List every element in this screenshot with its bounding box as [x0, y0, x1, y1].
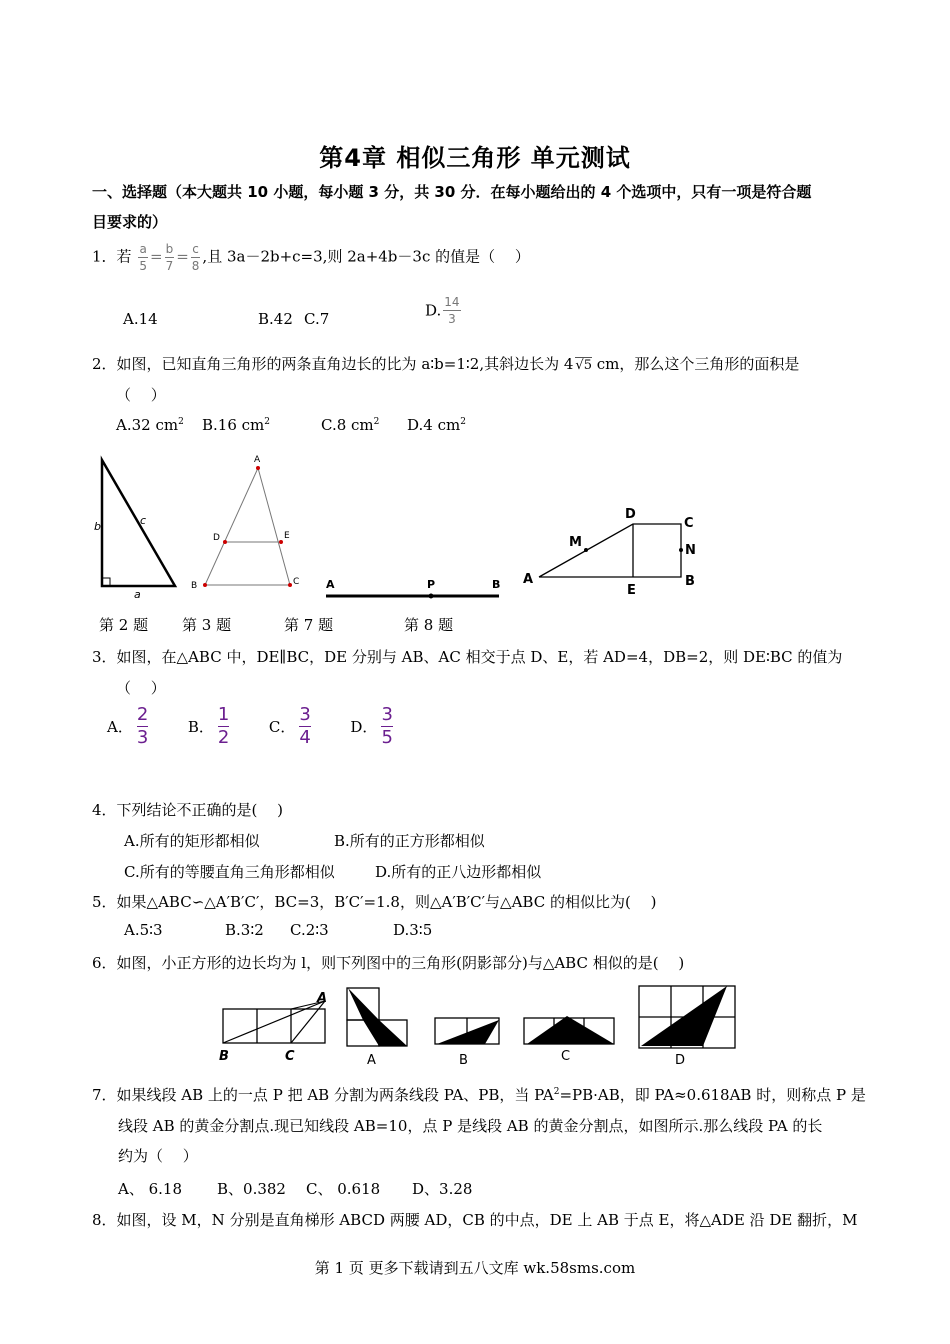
- figure-7-segment: [326, 578, 500, 599]
- fig2-label-b: b: [94, 520, 101, 533]
- fig8-label-M: M: [569, 535, 582, 550]
- page-title: 第4章 相似三角形 单元测试: [319, 144, 631, 172]
- q3-option-a: A．: [107, 718, 133, 736]
- fig2-label-c: c: [140, 514, 147, 527]
- question-1-stem: 1．若 $\frac{a}{5}$ = $\frac{b}{7}$ = $\frac{c}{8}$ ,且 3a－2b+c=3,则 2a+4b－3c 的值是（ ）: [92, 242, 530, 273]
- fig7-label-B: B: [492, 578, 501, 591]
- q6-option-label-C: C: [561, 1049, 571, 1064]
- section-heading-line1: 一、选择题（本大题共 10 小题，每小题 3 分，共 30 分．在每小题给出的 4 个选项中，只有一项是符合题: [92, 183, 812, 201]
- q2-option-d: D.4 $cm^2$: [407, 416, 466, 434]
- q3-options: A． $\frac{2}{3}$ B． $\frac{1}{2}$ C． $\frac{3}{4}$ D． $\frac{3}{5}$: [107, 704, 393, 748]
- q6-option-label-D: D: [675, 1053, 686, 1068]
- q1-option-c: C.7: [304, 310, 330, 328]
- q4-option-d: D.所有的正八边形都相似: [375, 863, 542, 881]
- q1-fraction-c8: $\frac{c}{8}$: [191, 242, 200, 273]
- question-7-line2: 线段 AB 的黄金分割点.现已知线段 AB=10，点 P 是线段 AB 的黄金分割点，如图所示.那么线段 PA 的长: [118, 1117, 823, 1135]
- q6-option-b-grid: [435, 1018, 499, 1068]
- figure-3-triangle-de: [191, 455, 299, 591]
- fig8-label-D: D: [625, 507, 636, 522]
- question-3-paren: （ ）: [116, 679, 166, 697]
- q6-reference-grid: [219, 991, 327, 1064]
- question-7-line1: 7．如果线段 AB 上的一点 P 把 AB 分割为两条线段 PA、PB，当 $PA^2=PB\cdot AB$，即 PA≈0.618AB 时，则称点 P 是: [92, 1086, 866, 1104]
- section-heading-line2: 目要求的）: [92, 213, 168, 231]
- q4-option-a: A.所有的矩形都相似: [124, 832, 260, 850]
- q1-fraction-a5: $\frac{a}{5}$: [139, 242, 147, 273]
- q3-option-d: D．: [350, 718, 378, 736]
- q2-option-a: A.32 $cm^2$: [116, 416, 184, 434]
- q1-option-b: B.42: [258, 310, 293, 328]
- q6-option-label-A: A: [367, 1053, 376, 1068]
- q6-option-c-grid: [524, 1016, 614, 1064]
- q6-option-label-B: B: [459, 1053, 468, 1068]
- caption-fig2: 第 2 题: [99, 616, 149, 634]
- caption-fig7: 第 7 题: [284, 616, 334, 634]
- figures-row: [90, 450, 890, 610]
- fig8-label-A: A: [523, 572, 534, 587]
- q5-option-a: A.5∶3: [124, 921, 163, 939]
- q5-option-c: C.2∶3: [290, 921, 329, 939]
- q6-option-a-grid: [347, 988, 407, 1068]
- q1-num: 1．: [92, 247, 117, 266]
- q1-option-d: D. $\frac{14}{3}$: [425, 295, 460, 326]
- q6-label-B: B: [219, 1049, 229, 1064]
- q3-option-b: B．: [187, 718, 214, 736]
- q1-option-a: A.14: [123, 310, 158, 328]
- question-5-stem: 5．如果△ABC∽△A′B′C′，BC=3，B′C′=1.8，则△A′B′C′与△ABC 的相似比为( ): [92, 893, 657, 911]
- q1-fraction-b7: $\frac{b}{7}$: [165, 242, 174, 273]
- question-3-stem: 3．如图，在△ABC 中，DE∥BC，DE 分别与 AB、AC 相交于点 D、E，若 AD=4，DB=2，则 DE∶BC 的值为: [92, 648, 843, 666]
- fig2-label-a: a: [134, 588, 141, 601]
- q6-label-C: C: [285, 1049, 295, 1064]
- caption-fig3: 第 3 题: [182, 616, 232, 634]
- q5-option-d: D.3∶5: [393, 921, 433, 939]
- question-6-stem: 6．如图，小正方形的边长均为 l，则下列图中的三角形(阴影部分)与△ABC 相似的是( ): [92, 954, 685, 972]
- fig3-label-D: D: [213, 533, 220, 543]
- fig3-label-C: C: [293, 577, 300, 587]
- q6-label-A: A: [317, 991, 328, 1006]
- fig7-label-P: P: [427, 578, 436, 591]
- fig7-label-A: A: [326, 578, 335, 591]
- q1-post: ,且 3a－2b+c=3,则 2a+4b－3c 的值是（ ）: [202, 247, 530, 266]
- question-2-stem: 2．如图，已知直角三角形的两条直角边长的比为 a∶b=1∶2,其斜边长为 4 √5 cm，那么这个三角形的面积是: [92, 355, 800, 373]
- caption-fig8: 第 8 题: [404, 616, 454, 634]
- fig8-label-E: E: [627, 583, 636, 598]
- q4-option-c: C.所有的等腰直角三角形都相似: [124, 863, 335, 881]
- q7-option-d: D、3.28: [412, 1180, 473, 1198]
- page-footer: 第 1 页 更多下载请到五八文库 wk.58sms.com: [314, 1259, 636, 1277]
- q7-option-b: B、0.382: [217, 1180, 286, 1198]
- q6-figure-grid: [215, 980, 740, 1075]
- q2-option-b: B.16 $cm^2$: [202, 416, 271, 434]
- q3-option-c: C．: [268, 718, 296, 736]
- q1-pre: 若: [116, 247, 132, 266]
- question-7-line3: 约为（ ）: [118, 1147, 198, 1165]
- fig8-label-N: N: [685, 543, 696, 558]
- q5-option-b: B.3∶2: [225, 921, 264, 939]
- q7-option-c: C、 0.618: [306, 1180, 381, 1198]
- question-2-paren: （ ）: [116, 386, 166, 404]
- figure-2-right-triangle: [94, 460, 175, 601]
- q2-option-c: C.8 $cm^2$: [321, 416, 380, 434]
- q6-option-d-grid: [639, 986, 735, 1068]
- fig3-label-B: B: [191, 581, 198, 591]
- q7-option-a: A、 6.18: [118, 1180, 182, 1198]
- question-8-line1: 8．如图，设 M，N 分别是直角梯形 ABCD 两腰 AD，CB 的中点，DE 上 AB 于点 E，将△ADE 沿 DE 翻折，M: [92, 1211, 858, 1229]
- fig3-label-A: A: [254, 455, 261, 465]
- question-4-stem: 4．下列结论不正确的是( ): [92, 801, 284, 819]
- fig8-label-B: B: [685, 574, 695, 589]
- fig8-label-C: C: [684, 516, 694, 531]
- q4-option-b: B.所有的正方形都相似: [334, 832, 485, 850]
- fig3-label-E: E: [284, 531, 290, 541]
- figure-8-trapezoid: [523, 507, 696, 598]
